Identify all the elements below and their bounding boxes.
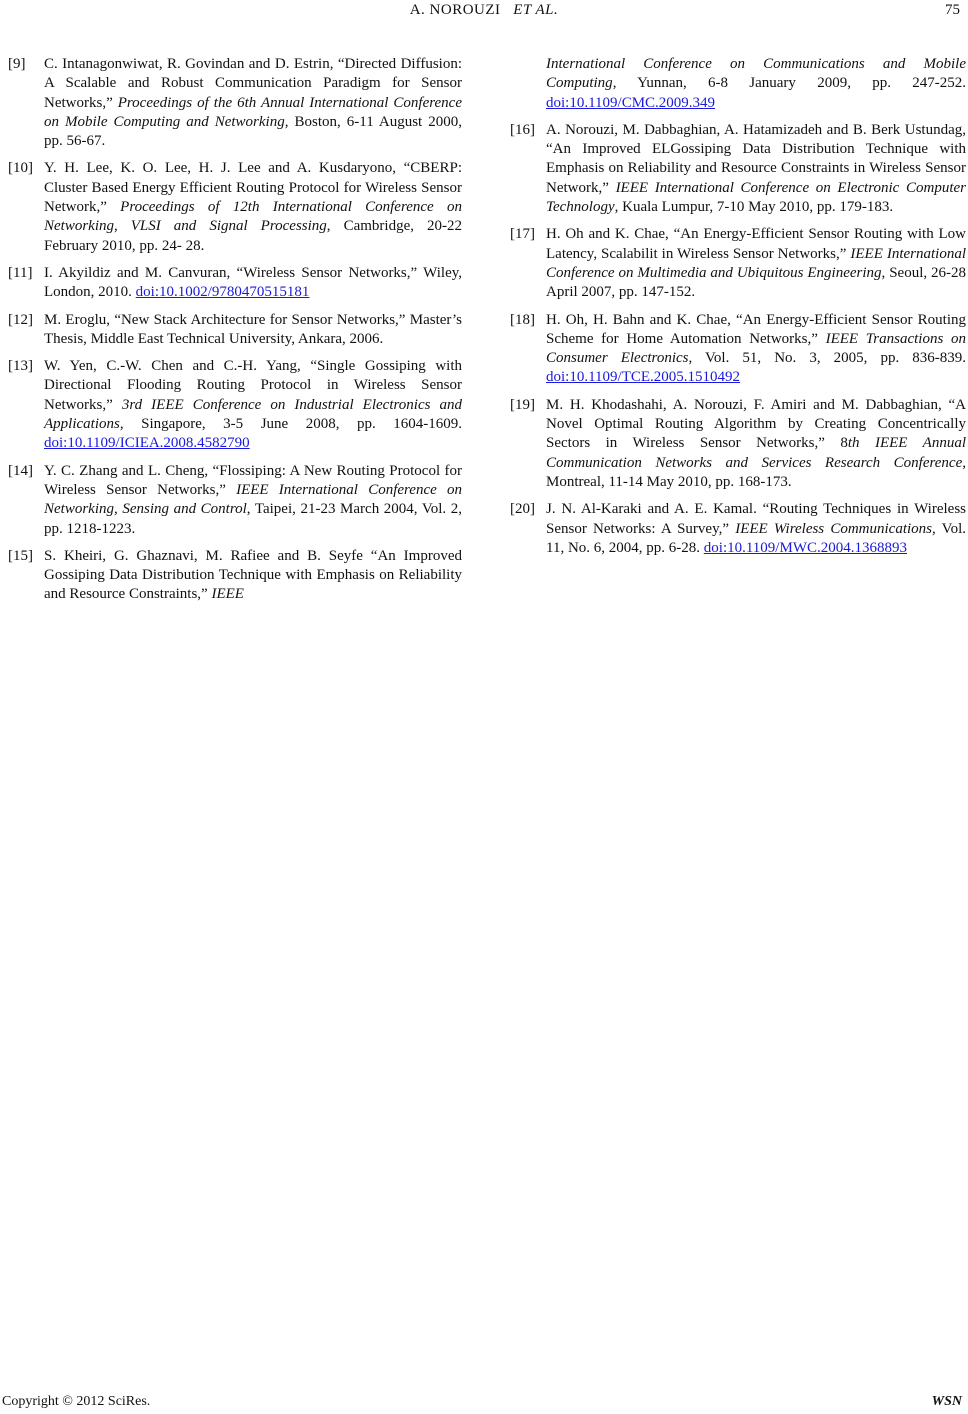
reference-entry [510,55,966,113]
reference-text: , Singapore, 3-5 June 2008, pp. 1604-1609. [119,416,462,433]
page-header [0,0,968,30]
reference-text: , Yunnan, 6-8 January 2009, pp. 247-252. [612,75,966,92]
reference-entry [510,121,966,217]
reference-venue: IEEE International Conference on Multimedia and Ubiquitous Engineering [546,245,966,281]
reference-text: A. Norouzi, M. Dabbaghian, A. Hatamizadeh and B. Berk Ustundag, “An Improved ELGossiping Data Distribution Technique with Emphasis on Reliability and Resource Constraints in Wireless Sensor Network,” [546,121,966,196]
reference-venue: Proceedings of 12th International Conference on Networking, VLSI and Signal Processing [44,199,462,235]
reference-number: [13] [8,358,33,375]
reference-number: [17] [510,226,535,243]
reference-text: , Taipei, 21-23 March 2004, Vol. 2, pp. 1218-1223. [44,501,463,537]
references-column-right [510,55,966,566]
reference-number: [9] [8,56,26,72]
reference-number: [16] [510,121,535,138]
reference-venue: International Conference on Communications and Mobile Computing [546,56,966,92]
reference-entry [8,311,462,350]
reference-text: M. H. Khodashahi, A. Norouzi, F. Amiri and M. Dabbaghian, “A Novel Optimal Routing Algorithm by Creating Concentrically Sectors in Wireless Sensor Networks,” 8 [546,396,966,452]
running-head [0,2,968,19]
reference-venue: IEEE Wireless Communications [735,520,933,537]
reference-venue: th IEEE Annual Communication Networks and Services Research Conference [546,435,966,471]
reference-entry [8,159,462,255]
reference-text: , Cambridge, 20-22 February 2010, pp. 24- 28. [44,218,462,254]
reference-text: S. Kheiri, G. Ghaznavi, M. Rafiee and B. Seyfe “An Improved Gossiping Data Distribution Technique with Emphasis on Reliability and Resource Constraints,” [44,547,462,603]
doi-link[interactable]: doi:10.1109/TCE.2005.1510492 [546,369,741,386]
reference-entry [8,264,462,303]
reference-number: [10] [8,160,33,177]
doi-link[interactable]: doi:10.1109/CMC.2009.349 [546,94,716,111]
references-column-left [8,55,462,613]
reference-text: , Montreal, 11-14 May 2010, pp. 168-173. [546,454,966,490]
reference-entry [8,55,462,151]
reference-text: Y. H. Lee, K. O. Lee, H. J. Lee and A. Kusdaryono, “CBERP: Cluster Based Energy Efficient Routing Protocol for Wireless Sensor Network,” [44,160,462,216]
reference-text: H. Oh and K. Chae, “An Energy-Efficient Sensor Routing with Low Latency, Scalabilit in Wireless Sensor Networks,” [546,226,966,262]
page-footer [0,1394,968,1414]
reference-text: , Vol. 11, No. 6, 2004, pp. 6-28. [546,520,967,556]
reference-text: C. Intanagonwiwat, R. Govindan and D. Estrin, “Directed Diffusion: A Scalable and Robust Communication Paradigm for Sensor Networks,” [44,56,462,111]
doi-link[interactable]: doi:10.1002/9780470515181 [135,284,310,301]
reference-entry [8,462,462,539]
reference-entry [510,225,966,302]
copyright-notice: Copyright © 2012 SciRes. [2,1394,151,1409]
journal-abbreviation: WSN [931,1394,962,1409]
reference-number: [19] [510,396,535,413]
reference-venue: IEEE Transactions on Consumer Electronics [546,330,966,367]
reference-number: [18] [510,311,535,328]
reference-venue: IEEE International Conference on Electronic Computer Technology [546,179,966,216]
reference-text: , Vol. 51, No. 3, 2005, pp. 836-839. [688,350,966,367]
reference-number: [11] [8,264,33,281]
reference-venue: 3rd IEEE Conference on Industrial Electronics and Applications [44,396,463,433]
reference-text: Y. C. Zhang and L. Cheng, “Flossiping: A New Routing Protocol for Wireless Sensor Networks,” [44,462,462,498]
reference-entry [8,357,462,453]
reference-venue: Proceedings of the 6th Annual International Conference on Mobile Computing and Networking [44,94,462,130]
reference-number: [15] [8,547,33,564]
reference-text: , Kuala Lumpur, 7-10 May 2010, pp. 179-183. [614,199,894,216]
doi-link[interactable]: doi:10.1109/ICIEA.2008.4582790 [44,435,250,452]
doi-link[interactable]: doi:10.1109/MWC.2004.1368893 [703,539,907,556]
reference-text: , Boston, 6-11 August 2000, pp. 56-67. [44,113,462,150]
reference-number: [20] [510,501,535,518]
reference-text: J. N. Al-Karaki and A. E. Kamal. “Routing Techniques in Wireless Sensor Networks: A Survey,” [546,501,966,537]
reference-text: M. Eroglu, “New Stack Architecture for Sensor Networks,” Master’s Thesis, Middle East Technical University, Ankara, 2006. [44,311,462,347]
reference-entry [510,311,966,388]
reference-text: W. Yen, C.-W. Chen and C.-H. Yang, “Single Gossiping with Directional Flooding Routing Protocol in Wireless Sensor Networks,” [44,358,462,413]
reference-text: , Seoul, 26-28 April 2007, pp. 147-152. [546,264,966,301]
reference-entry [510,500,966,558]
reference-text: H. Oh, H. Bahn and K. Chae, “An Energy-Efficient Sensor Routing Scheme for Home Automation Networks,” [546,311,966,347]
page-number: 75 [945,2,960,18]
reference-venue: IEEE International Conference on Networking, Sensing and Control [44,481,462,518]
reference-venue: IEEE [211,586,244,603]
reference-text: I. Akyildiz and M. Canvuran, “Wireless Sensor Networks,” Wiley, London, 2010. [44,264,462,301]
running-head-author: A. NOROUZI [409,2,501,18]
reference-number: [12] [8,311,33,328]
reference-entry [8,547,462,605]
reference-number: [14] [8,462,33,479]
reference-entry [510,396,966,492]
running-head-etal: ET AL. [513,2,559,18]
